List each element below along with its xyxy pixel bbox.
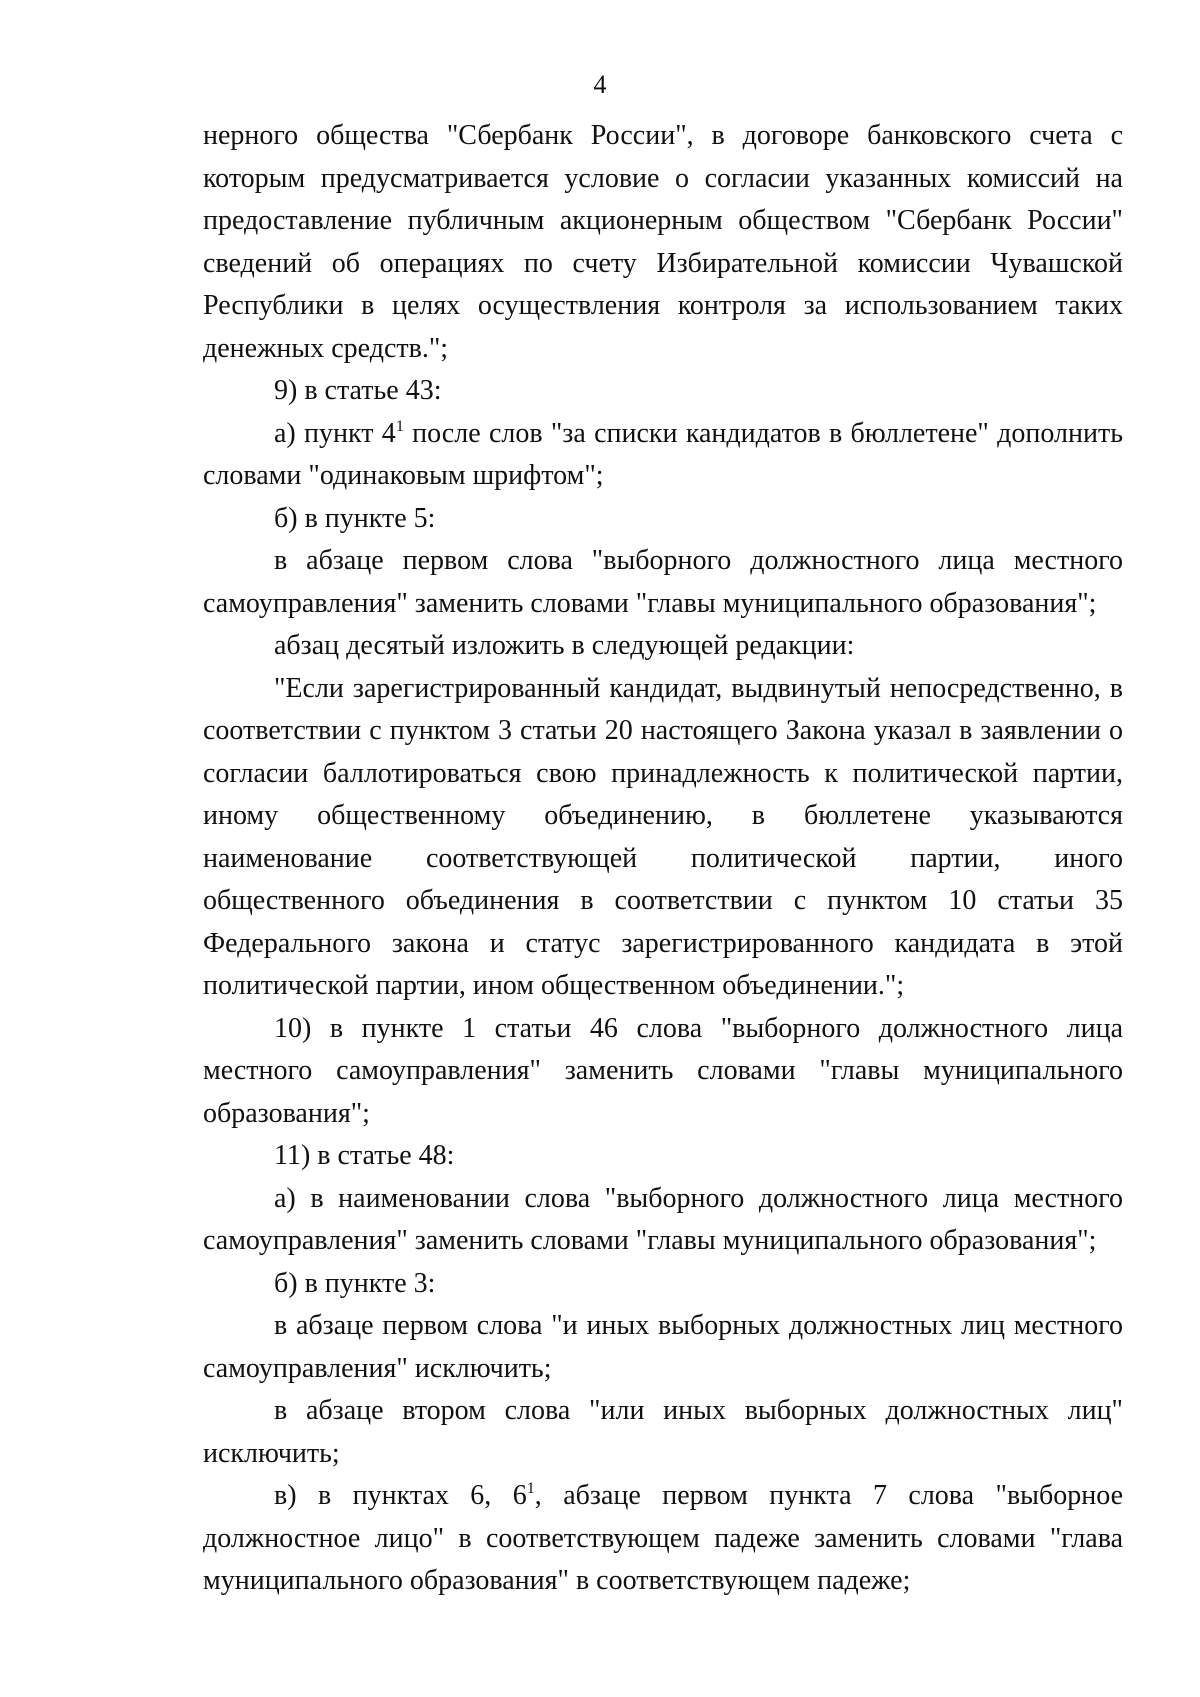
- paragraph: [203, 1475, 1123, 1603]
- paragraph: [203, 370, 1123, 413]
- paragraph: [203, 1305, 1123, 1390]
- text-segment: б) в пункте 5:: [274, 502, 436, 534]
- text-segment: в) в пунктах 6, 6: [274, 1480, 527, 1511]
- superscript: 1: [526, 1480, 535, 1497]
- text-segment: нерного общества "Сбербанк России", в договоре банковского счета с которым предусматривается условие о согласии указанных комиссий на предоставление публичным акционерным обществом "Сбербанк России" сведений об операциях по счету Избирательной комиссии Чувашской Республики в целях осуществления контроля за использованием таких денежных средств.";: [203, 120, 1123, 364]
- text-segment: б) в пункте 3:: [274, 1267, 436, 1299]
- paragraph: [203, 1390, 1123, 1475]
- text-segment: 9) в статье 43:: [274, 375, 442, 406]
- text-segment: "Если зарегистрированный кандидат, выдвинутый непосредственно, в соответствии с пунктом 3 статьи 20 настоящего Закона указал в заявлении о согласии баллотироваться свою принадлежность к политической партии, иному общественному объединению, в бюллетене указываются наименование соответствующей политической партии, иного общественного объединения в соответствии с пунктом 10 статьи 35 Федерального закона и статус зарегистрированного кандидата в этой политической партии, ином общественном объединении.";: [203, 672, 1123, 1001]
- paragraph: [203, 115, 1123, 370]
- paragraph: [203, 413, 1123, 498]
- text-segment: в абзаце первом слова "и иных выборных должностных лиц местного самоуправления" исключить;: [203, 1310, 1123, 1384]
- paragraph: [203, 668, 1123, 1008]
- text-segment: 11) в статье 48:: [274, 1140, 455, 1171]
- page-number: 4: [593, 70, 607, 99]
- text-segment: , абзаце первом пункта 7 слова "выборное должностное лицо" в соответствующем падеже заменить словами "глава муниципального образования" в соответствующем падеже;: [203, 1480, 1123, 1596]
- text-segment: в абзаце втором слова "или иных выборных должностных лиц" исключить;: [203, 1395, 1123, 1469]
- superscript: 1: [395, 417, 404, 435]
- paragraph: [203, 625, 1123, 668]
- text-segment: абзац десятый изложить в следующей редакции:: [274, 630, 855, 661]
- text-segment: после слов "за списки кандидатов в бюллетене" дополнить словами "одинаковым шрифтом";: [203, 417, 1123, 491]
- document-body: [203, 115, 1123, 1603]
- text-segment: в абзаце первом слова "выборного должностного лица местного самоуправления" заменить словами "главы муниципального образования";: [203, 545, 1123, 619]
- text-segment: а) пункт 4: [274, 417, 396, 449]
- paragraph: [203, 1263, 1123, 1306]
- paragraph: [203, 1008, 1123, 1136]
- paragraph: [203, 498, 1123, 541]
- paragraph: [203, 1178, 1123, 1263]
- paragraph: [203, 540, 1123, 625]
- text-segment: а) в наименовании слова "выборного должностного лица местного самоуправления" заменить словами "главы муниципального образования";: [203, 1182, 1123, 1256]
- text-segment: 10) в пункте 1 статьи 46 слова "выборного должностного лица местного самоуправления" заменить словами "главы муниципального образования";: [203, 1012, 1123, 1129]
- paragraph: [203, 1135, 1123, 1178]
